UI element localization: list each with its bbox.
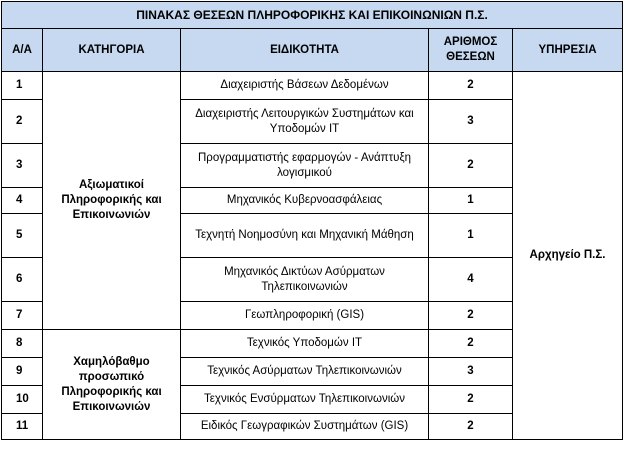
row-specialty: Διαχειριστής Λειτουργικών Συστημάτων και Υποδομών IT xyxy=(181,100,429,144)
row-aa: 2 xyxy=(2,100,43,144)
row-positions: 1 xyxy=(429,214,513,258)
row-aa: 1 xyxy=(2,72,43,100)
row-specialty: Μηχανικός Δικτύων Ασύρματων Τηλεπικοινωνιών xyxy=(181,258,429,302)
header-specialty: ΕΙΔΙΚΟΤΗΤΑ xyxy=(181,29,429,72)
table-row xyxy=(2,72,623,100)
row-specialty: Γεωπληροφορική (GIS) xyxy=(181,302,429,330)
category-officers: Αξιωματικοί Πληροφορικής και Επικοινωνιών xyxy=(43,72,181,330)
service-cell: Αρχηγείο Π.Σ. xyxy=(513,72,623,440)
positions-table xyxy=(1,1,623,440)
row-specialty: Τεχνικός Ενσύρματων Τηλεπικοινωνιών xyxy=(181,386,429,414)
table-title: ΠΙΝΑΚΑΣ ΘΕΣΕΩΝ ΠΛΗΡΟΦΟΡΙΚΗΣ ΚΑΙ ΕΠΙΚΟΙΝΩΝΙΩΝ Π.Σ. xyxy=(2,2,623,29)
row-specialty: Προγραμματιστής εφαρμογών - Ανάπτυξη λογισμικού xyxy=(181,144,429,188)
row-aa: 4 xyxy=(2,188,43,214)
row-positions: 2 xyxy=(429,72,513,100)
row-positions: 4 xyxy=(429,258,513,302)
header-service: ΥΠΗΡΕΣΙΑ xyxy=(513,29,623,72)
row-positions: 2 xyxy=(429,386,513,414)
header-aa: Α/Α xyxy=(2,29,43,72)
row-specialty: Διαχειριστής Βάσεων Δεδομένων xyxy=(181,72,429,100)
row-specialty: Μηχανικός Κυβερνοασφάλειας xyxy=(181,188,429,214)
row-positions: 2 xyxy=(429,302,513,330)
header-category: ΚΑΤΗΓΟΡΙΑ xyxy=(43,29,181,72)
row-specialty: Τεχνικός Ασύρματων Τηλεπικοινωνιών xyxy=(181,358,429,386)
row-positions: 2 xyxy=(429,330,513,358)
row-aa: 9 xyxy=(2,358,43,386)
row-aa: 6 xyxy=(2,258,43,302)
row-aa: 10 xyxy=(2,386,43,414)
row-aa: 11 xyxy=(2,414,43,440)
row-aa: 3 xyxy=(2,144,43,188)
header-positions: ΑΡΙΘΜΟΣ ΘΕΣΕΩΝ xyxy=(429,29,513,72)
row-positions: 1 xyxy=(429,188,513,214)
row-positions: 2 xyxy=(429,414,513,440)
row-positions: 3 xyxy=(429,100,513,144)
row-specialty: Ειδικός Γεωγραφικών Συστημάτων (GIS) xyxy=(181,414,429,440)
row-aa: 8 xyxy=(2,330,43,358)
row-positions: 3 xyxy=(429,358,513,386)
row-specialty: Τεχνητή Νοημοσύνη και Μηχανική Μάθηση xyxy=(181,214,429,258)
row-positions: 2 xyxy=(429,144,513,188)
row-aa: 5 xyxy=(2,214,43,258)
row-specialty: Τεχνικός Υποδομών IT xyxy=(181,330,429,358)
row-aa: 7 xyxy=(2,302,43,330)
category-lower-ranks: Χαμηλόβαθμο προσωπικό Πληροφορικής και Επικοινωνιών xyxy=(43,330,181,440)
